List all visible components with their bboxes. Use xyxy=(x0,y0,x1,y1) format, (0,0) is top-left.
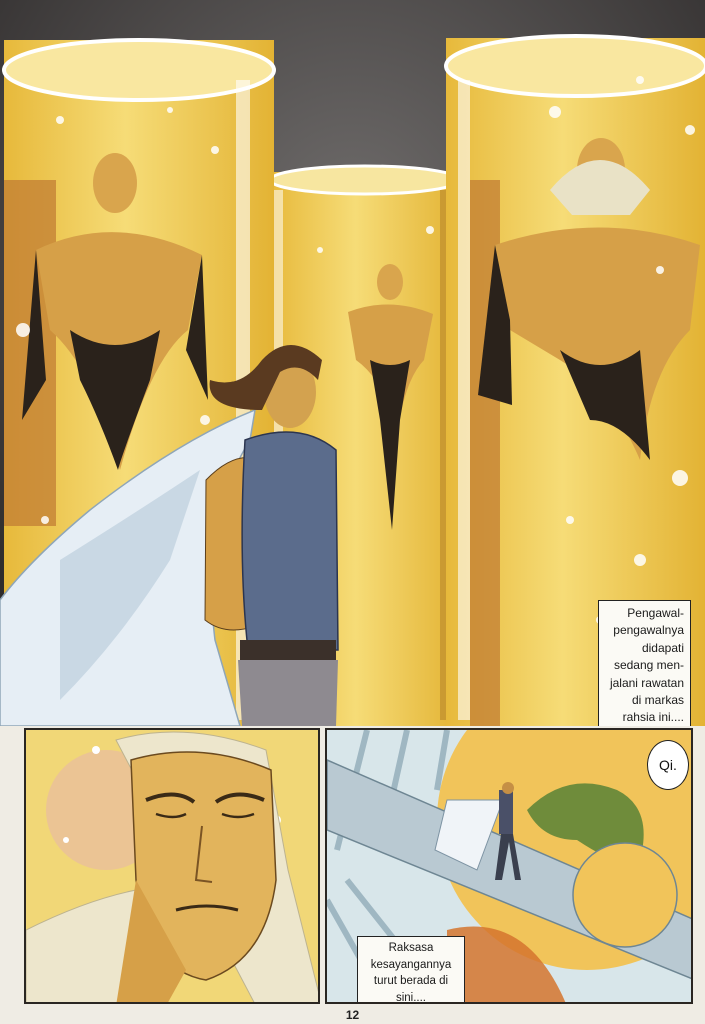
panel-walkway xyxy=(325,728,693,1004)
caption-line: di markas xyxy=(631,692,684,707)
page-number: 12 xyxy=(345,1008,360,1022)
caption-guards xyxy=(598,600,691,726)
panel-closeup xyxy=(24,728,320,1004)
speech-text: Qi. xyxy=(659,757,677,773)
caption-line: jalani rawatan xyxy=(609,675,684,690)
caption-line: sedang men- xyxy=(613,658,684,673)
caption-line: rahsia ini.... xyxy=(622,710,684,725)
caption-line: Pengawal- xyxy=(627,606,684,620)
caption-beast xyxy=(357,936,465,1004)
panel-closeup-art xyxy=(26,730,320,1004)
caption-line: Raksasa xyxy=(388,942,434,954)
caption-line: sini.... xyxy=(395,992,427,1004)
caption-line: pengawalnya xyxy=(613,623,684,638)
speech-bubble-qi xyxy=(647,740,689,790)
caption-line: turut berada di xyxy=(373,975,449,988)
caption-line: didapati xyxy=(641,640,684,655)
caption-line: kesayangannya xyxy=(370,958,452,971)
